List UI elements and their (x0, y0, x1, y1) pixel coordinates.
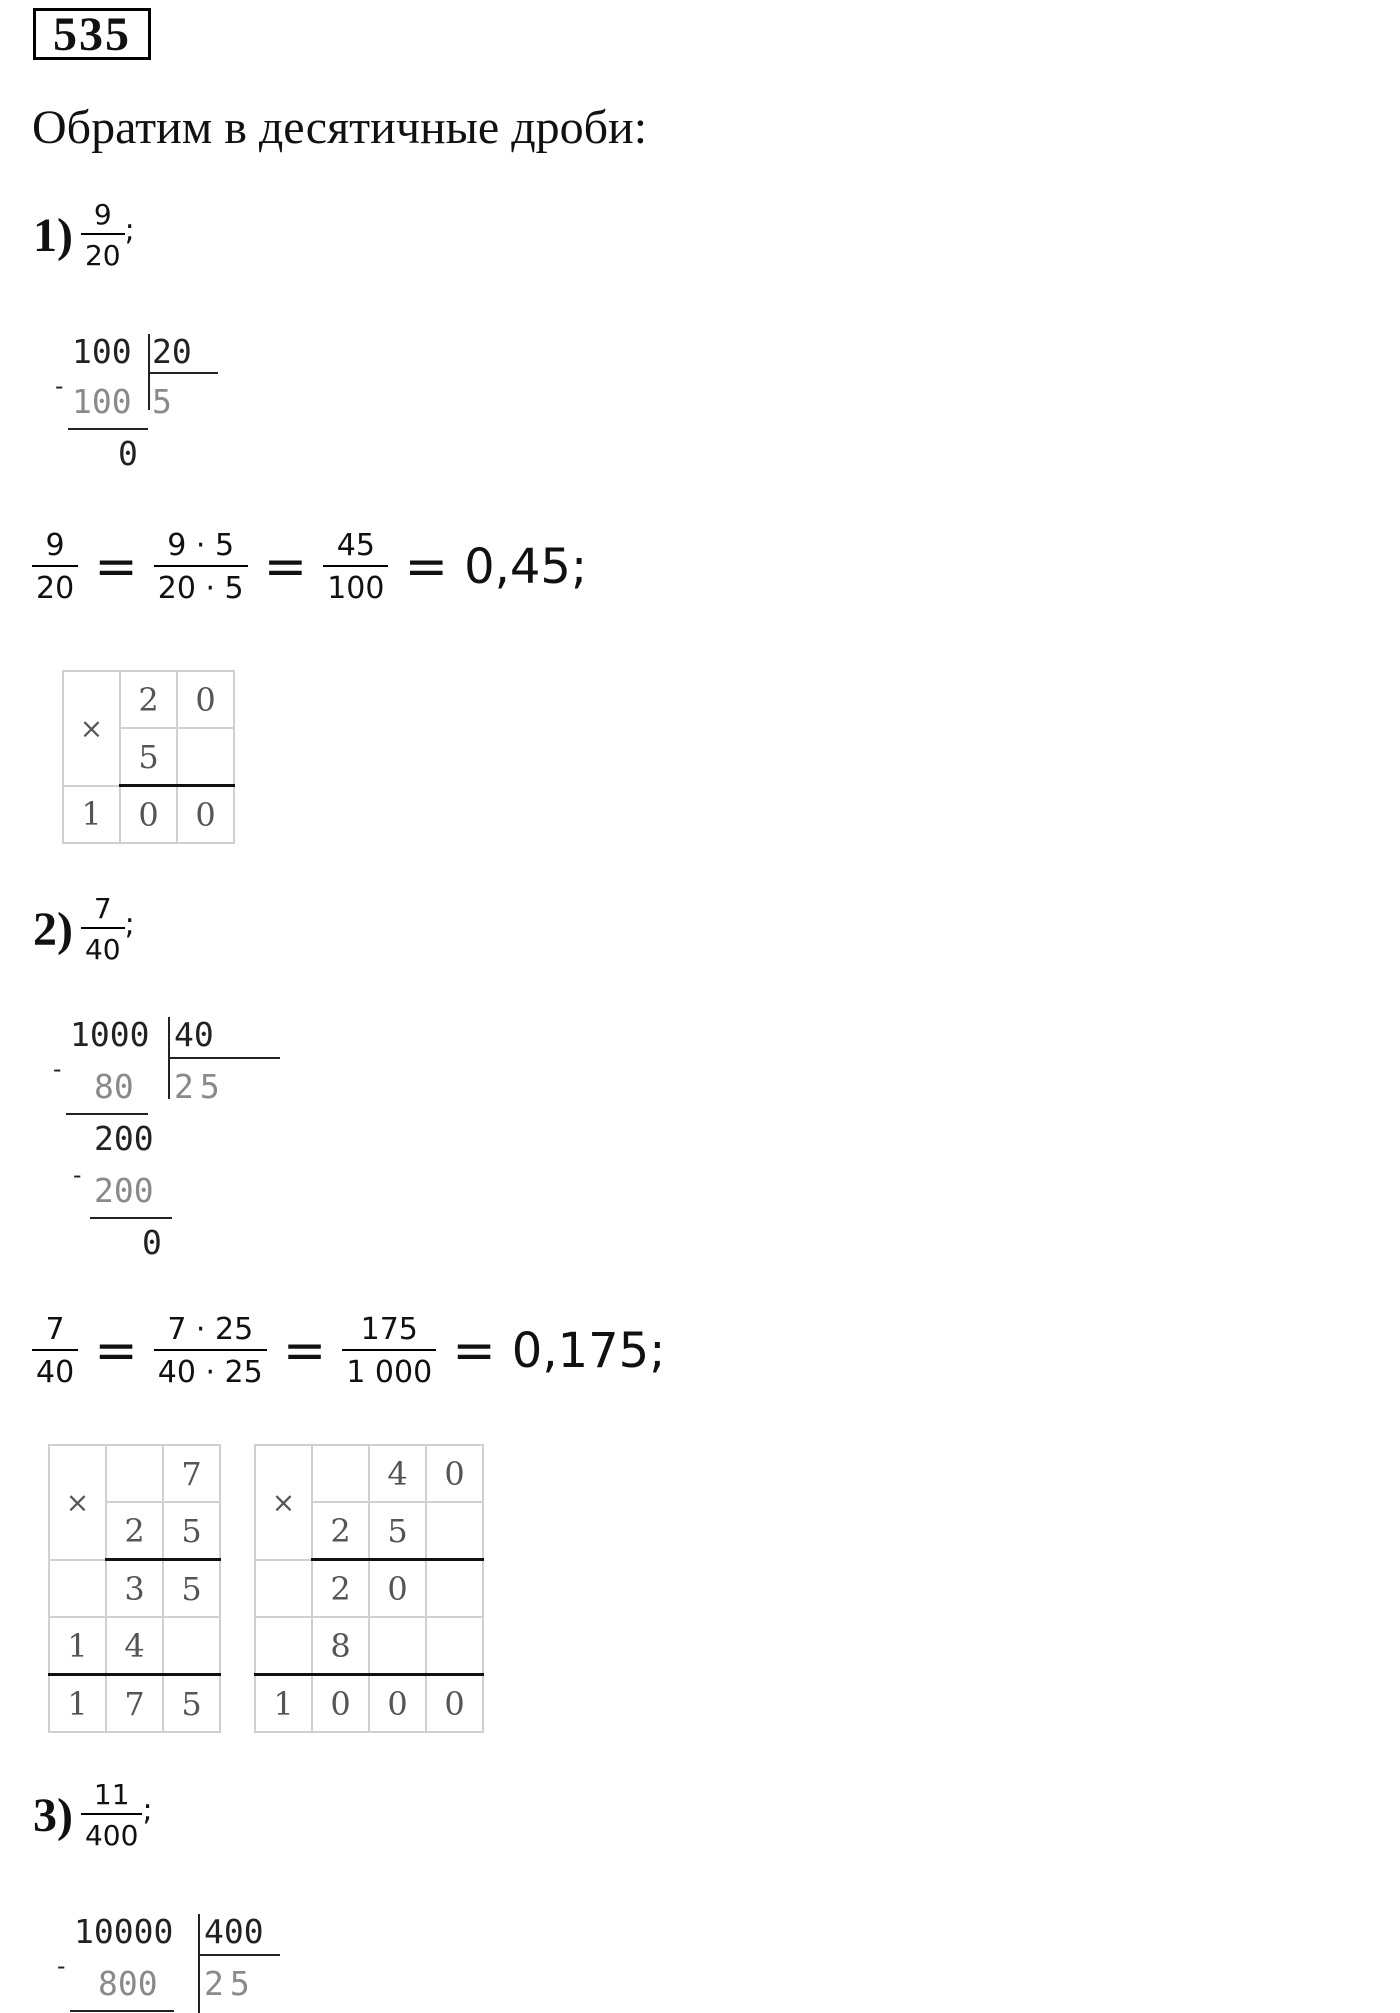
fraction (32, 1312, 78, 1390)
result: 0,175; (511, 1323, 666, 1379)
multiplication-table-1 (62, 670, 235, 844)
dividend: 100 (72, 332, 132, 371)
cell: 2 (312, 1502, 369, 1560)
cell: 2 (120, 671, 177, 728)
denominator: 40 (32, 1349, 78, 1390)
minus-sign: - (54, 1952, 69, 1980)
subtraction-line (70, 2010, 174, 2012)
denominator: 20 (81, 233, 125, 272)
long-division-1 (52, 332, 212, 482)
quotient: 25 (174, 1067, 226, 1106)
times-sign: × (49, 1445, 106, 1560)
cell (426, 1617, 483, 1675)
cell: 5 (369, 1502, 426, 1560)
fraction (32, 528, 78, 606)
cell: 0 (312, 1675, 369, 1733)
subtraction-line (68, 428, 148, 430)
task-number: 535 (33, 8, 151, 60)
cell: 3 (106, 1560, 163, 1618)
numerator: 45 (336, 528, 375, 563)
remainder: 200 (94, 1119, 154, 1158)
equals-sign: = (94, 537, 138, 597)
cell: 8 (312, 1617, 369, 1675)
cell (369, 1617, 426, 1675)
subtrahend: 80 (94, 1067, 134, 1106)
cell: 5 (163, 1502, 220, 1560)
denominator: 100 (323, 565, 388, 606)
divisor: 20 (152, 332, 192, 371)
equals-sign: = (282, 1321, 327, 1381)
cell: 0 (120, 786, 177, 844)
numerator: 9 · 5 (167, 528, 235, 563)
numerator: 175 (360, 1312, 418, 1347)
cell: 5 (163, 1675, 220, 1733)
division-bar-horizontal (148, 372, 218, 374)
part-label: 3) (33, 1788, 73, 1842)
part-label: 1) (33, 208, 73, 262)
subtrahend: 100 (72, 382, 132, 421)
subtrahend: 800 (98, 1964, 158, 2003)
cell (163, 1617, 220, 1675)
cell: 0 (369, 1675, 426, 1733)
minus-sign: - (50, 1055, 65, 1083)
division-bar-horizontal (168, 1057, 280, 1059)
part-1-heading (33, 198, 135, 272)
cell: 0 (177, 786, 234, 844)
dividend: 10000 (74, 1912, 174, 1951)
fraction (342, 1312, 436, 1390)
semicolon: ; (124, 212, 135, 248)
cell (177, 728, 234, 786)
equals-sign: = (94, 1321, 138, 1381)
denominator: 40 (81, 927, 125, 966)
cell: 7 (106, 1675, 163, 1733)
denominator: 40 · 25 (154, 1349, 267, 1390)
intro-text: Обратим в десятичные дроби: (32, 101, 648, 154)
numerator: 9 (45, 528, 65, 563)
fraction (154, 1312, 267, 1390)
cell: 1 (49, 1675, 106, 1733)
cell: 1 (49, 1617, 106, 1675)
dividend: 1000 (70, 1015, 150, 1054)
equals-sign: = (404, 537, 449, 597)
semicolon: ; (142, 1792, 153, 1828)
quotient: 25 (204, 1964, 256, 2003)
cell: 0 (177, 671, 234, 728)
numerator: 11 (93, 1778, 130, 1811)
cell (106, 1445, 163, 1502)
cell: 0 (426, 1445, 483, 1502)
part-label: 2) (33, 902, 73, 956)
fraction (154, 528, 248, 606)
minus-sign: - (70, 1161, 85, 1189)
fraction (323, 528, 388, 606)
divisor: 400 (204, 1912, 264, 1951)
equation-1 (32, 528, 587, 606)
cell: 4 (369, 1445, 426, 1502)
multiplication-table-2a (48, 1444, 221, 1733)
cell: 5 (120, 728, 177, 786)
equals-sign: = (452, 1321, 496, 1381)
cell: 0 (369, 1560, 426, 1618)
division-bar-horizontal (198, 1954, 280, 1956)
cell: 2 (312, 1560, 369, 1618)
subtraction-line (66, 1113, 148, 1115)
times-sign: × (63, 671, 120, 786)
multiplication-table-2b (254, 1444, 484, 1733)
denominator: 20 (32, 565, 78, 606)
cell: 1 (63, 786, 120, 844)
cell (426, 1560, 483, 1618)
cell: 4 (106, 1617, 163, 1675)
long-division-2 (50, 1015, 250, 1265)
cell (49, 1560, 106, 1618)
cell (255, 1617, 312, 1675)
part-3-heading (33, 1778, 153, 1852)
cell (312, 1445, 369, 1502)
remainder: 0 (142, 1223, 162, 1262)
cell: 1 (255, 1675, 312, 1733)
cell: 0 (426, 1675, 483, 1733)
quotient: 5 (152, 382, 172, 421)
denominator: 20 · 5 (154, 565, 248, 606)
cell: 7 (163, 1445, 220, 1502)
remainder: 0 (118, 434, 138, 473)
cell: 5 (163, 1560, 220, 1618)
equals-sign: = (263, 537, 308, 597)
minus-sign: - (52, 372, 67, 400)
cell (255, 1560, 312, 1618)
subtraction-line (90, 1217, 172, 1219)
result: 0,45; (464, 539, 588, 595)
numerator: 7 (93, 892, 112, 925)
numerator: 9 (93, 198, 112, 231)
denominator: 400 (81, 1813, 142, 1852)
numerator: 7 · 25 (167, 1312, 254, 1347)
fraction (81, 892, 125, 966)
part-2-heading (33, 892, 135, 966)
long-division-3 (54, 1912, 294, 2013)
divisor: 40 (174, 1015, 214, 1054)
division-bar-vertical (198, 1914, 200, 2013)
cell: 2 (106, 1502, 163, 1560)
denominator: 1 000 (342, 1349, 436, 1390)
times-sign: × (255, 1445, 312, 1560)
fraction (81, 198, 125, 272)
equation-2 (32, 1312, 665, 1390)
subtrahend: 200 (94, 1171, 154, 1210)
semicolon: ; (124, 906, 135, 942)
fraction (81, 1778, 142, 1852)
numerator: 7 (45, 1312, 65, 1347)
cell (426, 1502, 483, 1560)
